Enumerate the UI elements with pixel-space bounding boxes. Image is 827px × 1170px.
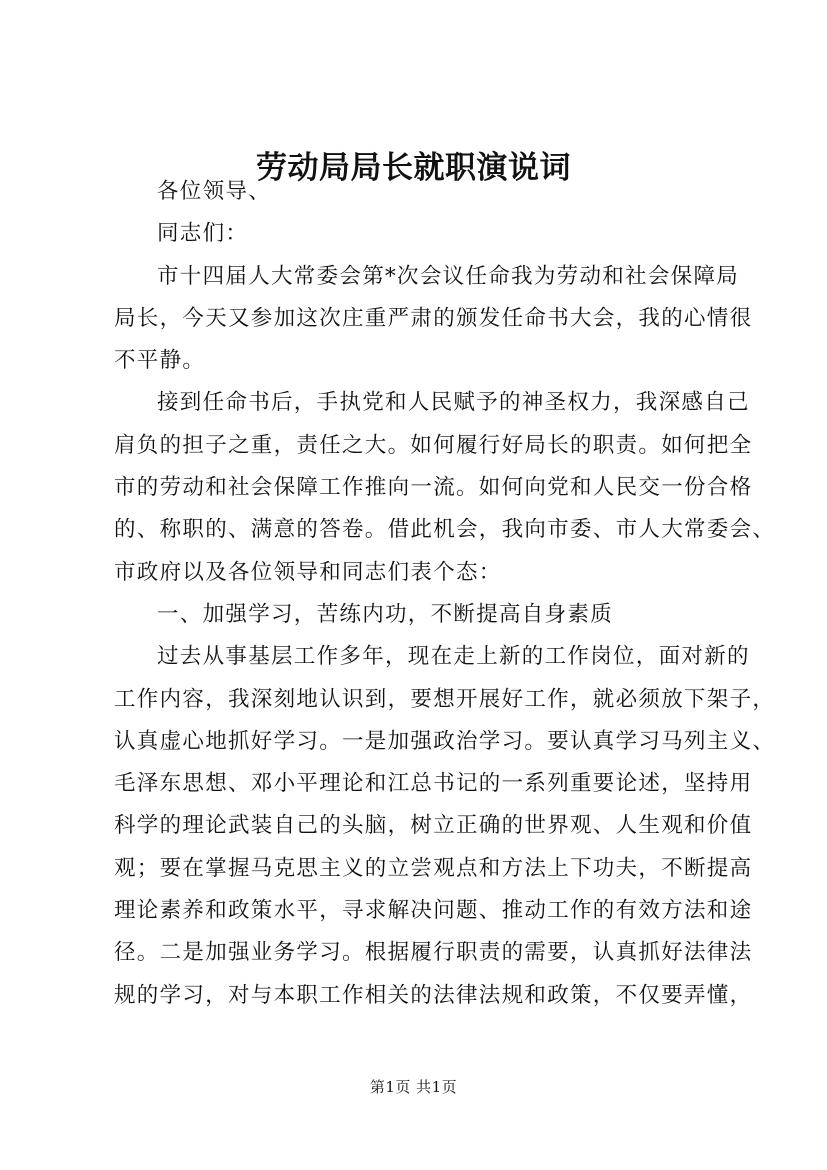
- paragraph-1-line-3: 不平静。: [114, 348, 206, 374]
- paragraph-3-line-9: 规的学习，对与本职工作相关的法律法规和政策，不仅要弄懂，: [114, 982, 753, 1008]
- paragraph-2-line-5: 市政府以及各位领导和同志们表个态：: [114, 559, 502, 585]
- paragraph-3-line-1: 过去从事基层工作多年，现在走上新的工作岗位，面对新的: [157, 644, 750, 670]
- salutation-line-1: 各位领导、: [157, 179, 272, 204]
- section-heading-1: 一、加强学习，苦练内功，不断提高自身素质: [157, 601, 614, 627]
- paragraph-2-line-3: 市的劳动和社会保障工作推向一流。如何向党和人民交一份合格: [114, 475, 753, 501]
- paragraph-3-line-6: 观；要在掌握马克思主义的立尝观点和方法上下功夫，不断提高: [114, 855, 753, 881]
- paragraph-2-line-4: 的、称职的、满意的答卷。借此机会，我向市委、市人大常委会、: [114, 517, 776, 543]
- paragraph-2-line-2: 肩负的担子之重，责任之大。如何履行好局长的职责。如何把全: [114, 432, 753, 458]
- paragraph-3-line-8: 径。二是加强业务学习。根据履行职责的需要，认真抓好法律法: [114, 940, 753, 966]
- salutation-line-2: 同志们：: [157, 221, 249, 247]
- paragraph-3-line-7: 理论素养和政策水平，寻求解决问题、推动工作的有效方法和途: [114, 898, 753, 924]
- paragraph-3-line-5: 科学的理论武装自己的头脑，树立正确的世界观、人生观和价值: [114, 813, 753, 839]
- paragraph-3-line-4: 毛泽东思想、邓小平理论和江总书记的一系列重要论述，坚持用: [114, 771, 753, 797]
- document-title: 劳动局局长就职演说词: [256, 150, 571, 186]
- page-footer: 第1页 共1页: [369, 1078, 458, 1096]
- paragraph-1-line-1: 市十四届人大常委会第*次会议任命我为劳动和社会保障局: [157, 263, 740, 289]
- document-body: [114, 171, 776, 1017]
- paragraph-3-line-2: 工作内容，我深刻地认识到，要想开展好工作，就必须放下架子，: [114, 686, 776, 712]
- paragraph-1-line-2: 局长，今天又参加这次庄重严肃的颁发任命书大会，我的心情很: [114, 305, 753, 331]
- paragraph-3-line-3: 认真虚心地抓好学习。一是加强政治学习。要认真学习马列主义、: [114, 728, 776, 754]
- paragraph-2-line-1: 接到任命书后，手执党和人民赋予的神圣权力，我深感自己: [157, 390, 750, 416]
